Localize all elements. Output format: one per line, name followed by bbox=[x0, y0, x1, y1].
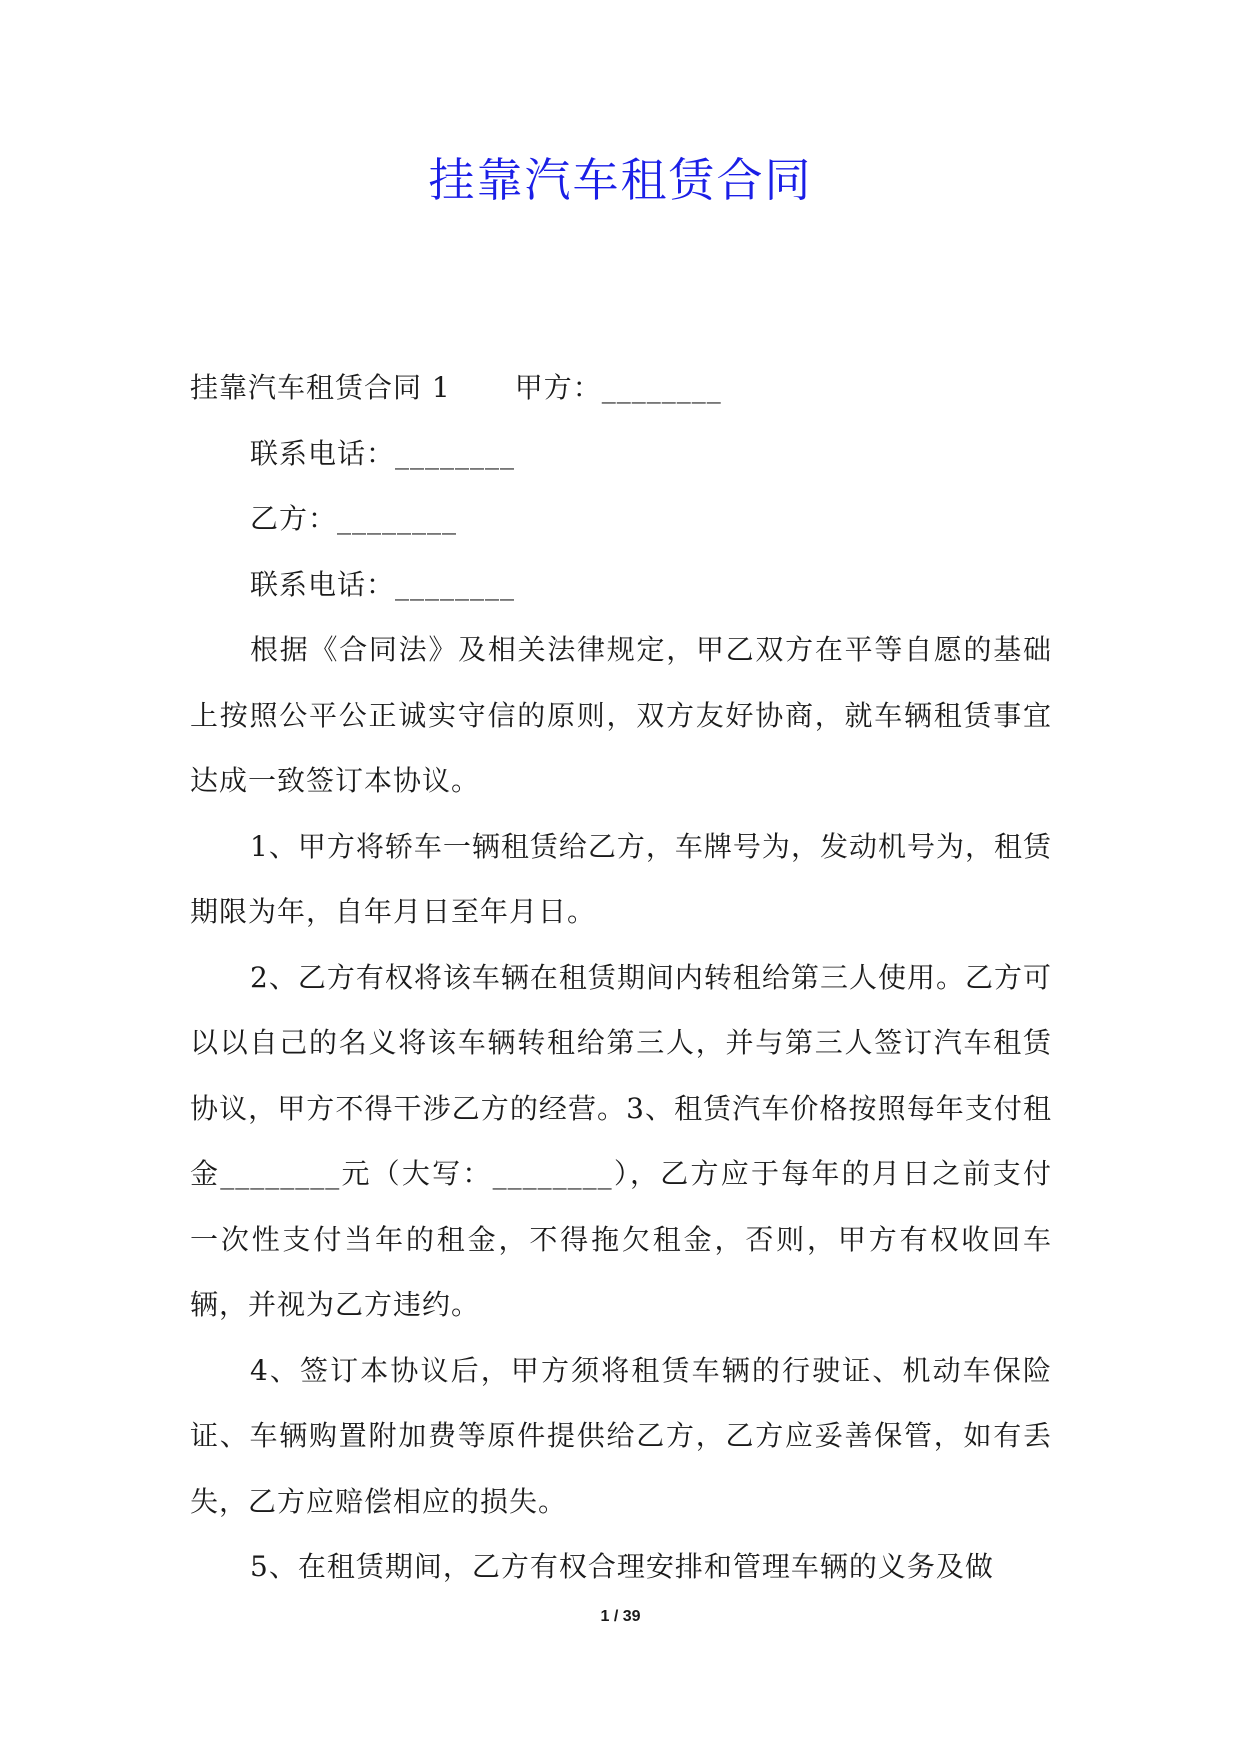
paragraph-clause-1: 1、甲方将轿车一辆租赁给乙方，车牌号为，发动机号为，租赁期限为年，自年月日至年月日。 bbox=[190, 829, 1052, 928]
contact-line-2: 联系电话：________ bbox=[250, 567, 516, 601]
page-number: 1 / 39 bbox=[600, 1608, 641, 1625]
contract-label: 挂靠汽车租赁合同 1 bbox=[190, 371, 451, 404]
paragraph-clause-2-3: 2、乙方有权将该车辆在租赁期间内转租给第三人使用。乙方可以以自己的名义将该车辆转租给第三人，并与第三人签订汽车租赁协议，甲方不得干涉乙方的经营。3、租赁汽车价格按照每年支付租金________元（大写：________），乙方应于每年的月日之前支付一次性支付当年的租金，不得拖欠租金，否则，甲方有权收回车辆，并视为乙方违约。 bbox=[190, 960, 1052, 1321]
contact-line-1: 联系电话：________ bbox=[250, 436, 516, 470]
document-title: 挂靠汽车租赁合同 bbox=[428, 153, 813, 207]
paragraph-clause-5: 5、在租赁期间，乙方有权合理安排和管理车辆的义务及做 bbox=[250, 1550, 994, 1583]
party-b-line: 乙方：________ bbox=[250, 502, 458, 535]
paragraph-intro: 根据《合同法》及相关法律规定，甲乙双方在平等自愿的基础上按照公平公正诚实守信的原则，双方友好协商，就车辆租赁事宜达成一致签订本协议。 bbox=[190, 633, 1052, 797]
party-a-field: 甲方：________ bbox=[514, 371, 722, 404]
header-line bbox=[190, 355, 1052, 421]
paragraph-clause-4: 4、签订本协议后，甲方须将租赁车辆的行驶证、机动车保险证、车辆购置附加费等原件提供给乙方，乙方应妥善保管，如有丢失，乙方应赔偿相应的损失。 bbox=[190, 1353, 1052, 1518]
document-body bbox=[190, 355, 1052, 1600]
